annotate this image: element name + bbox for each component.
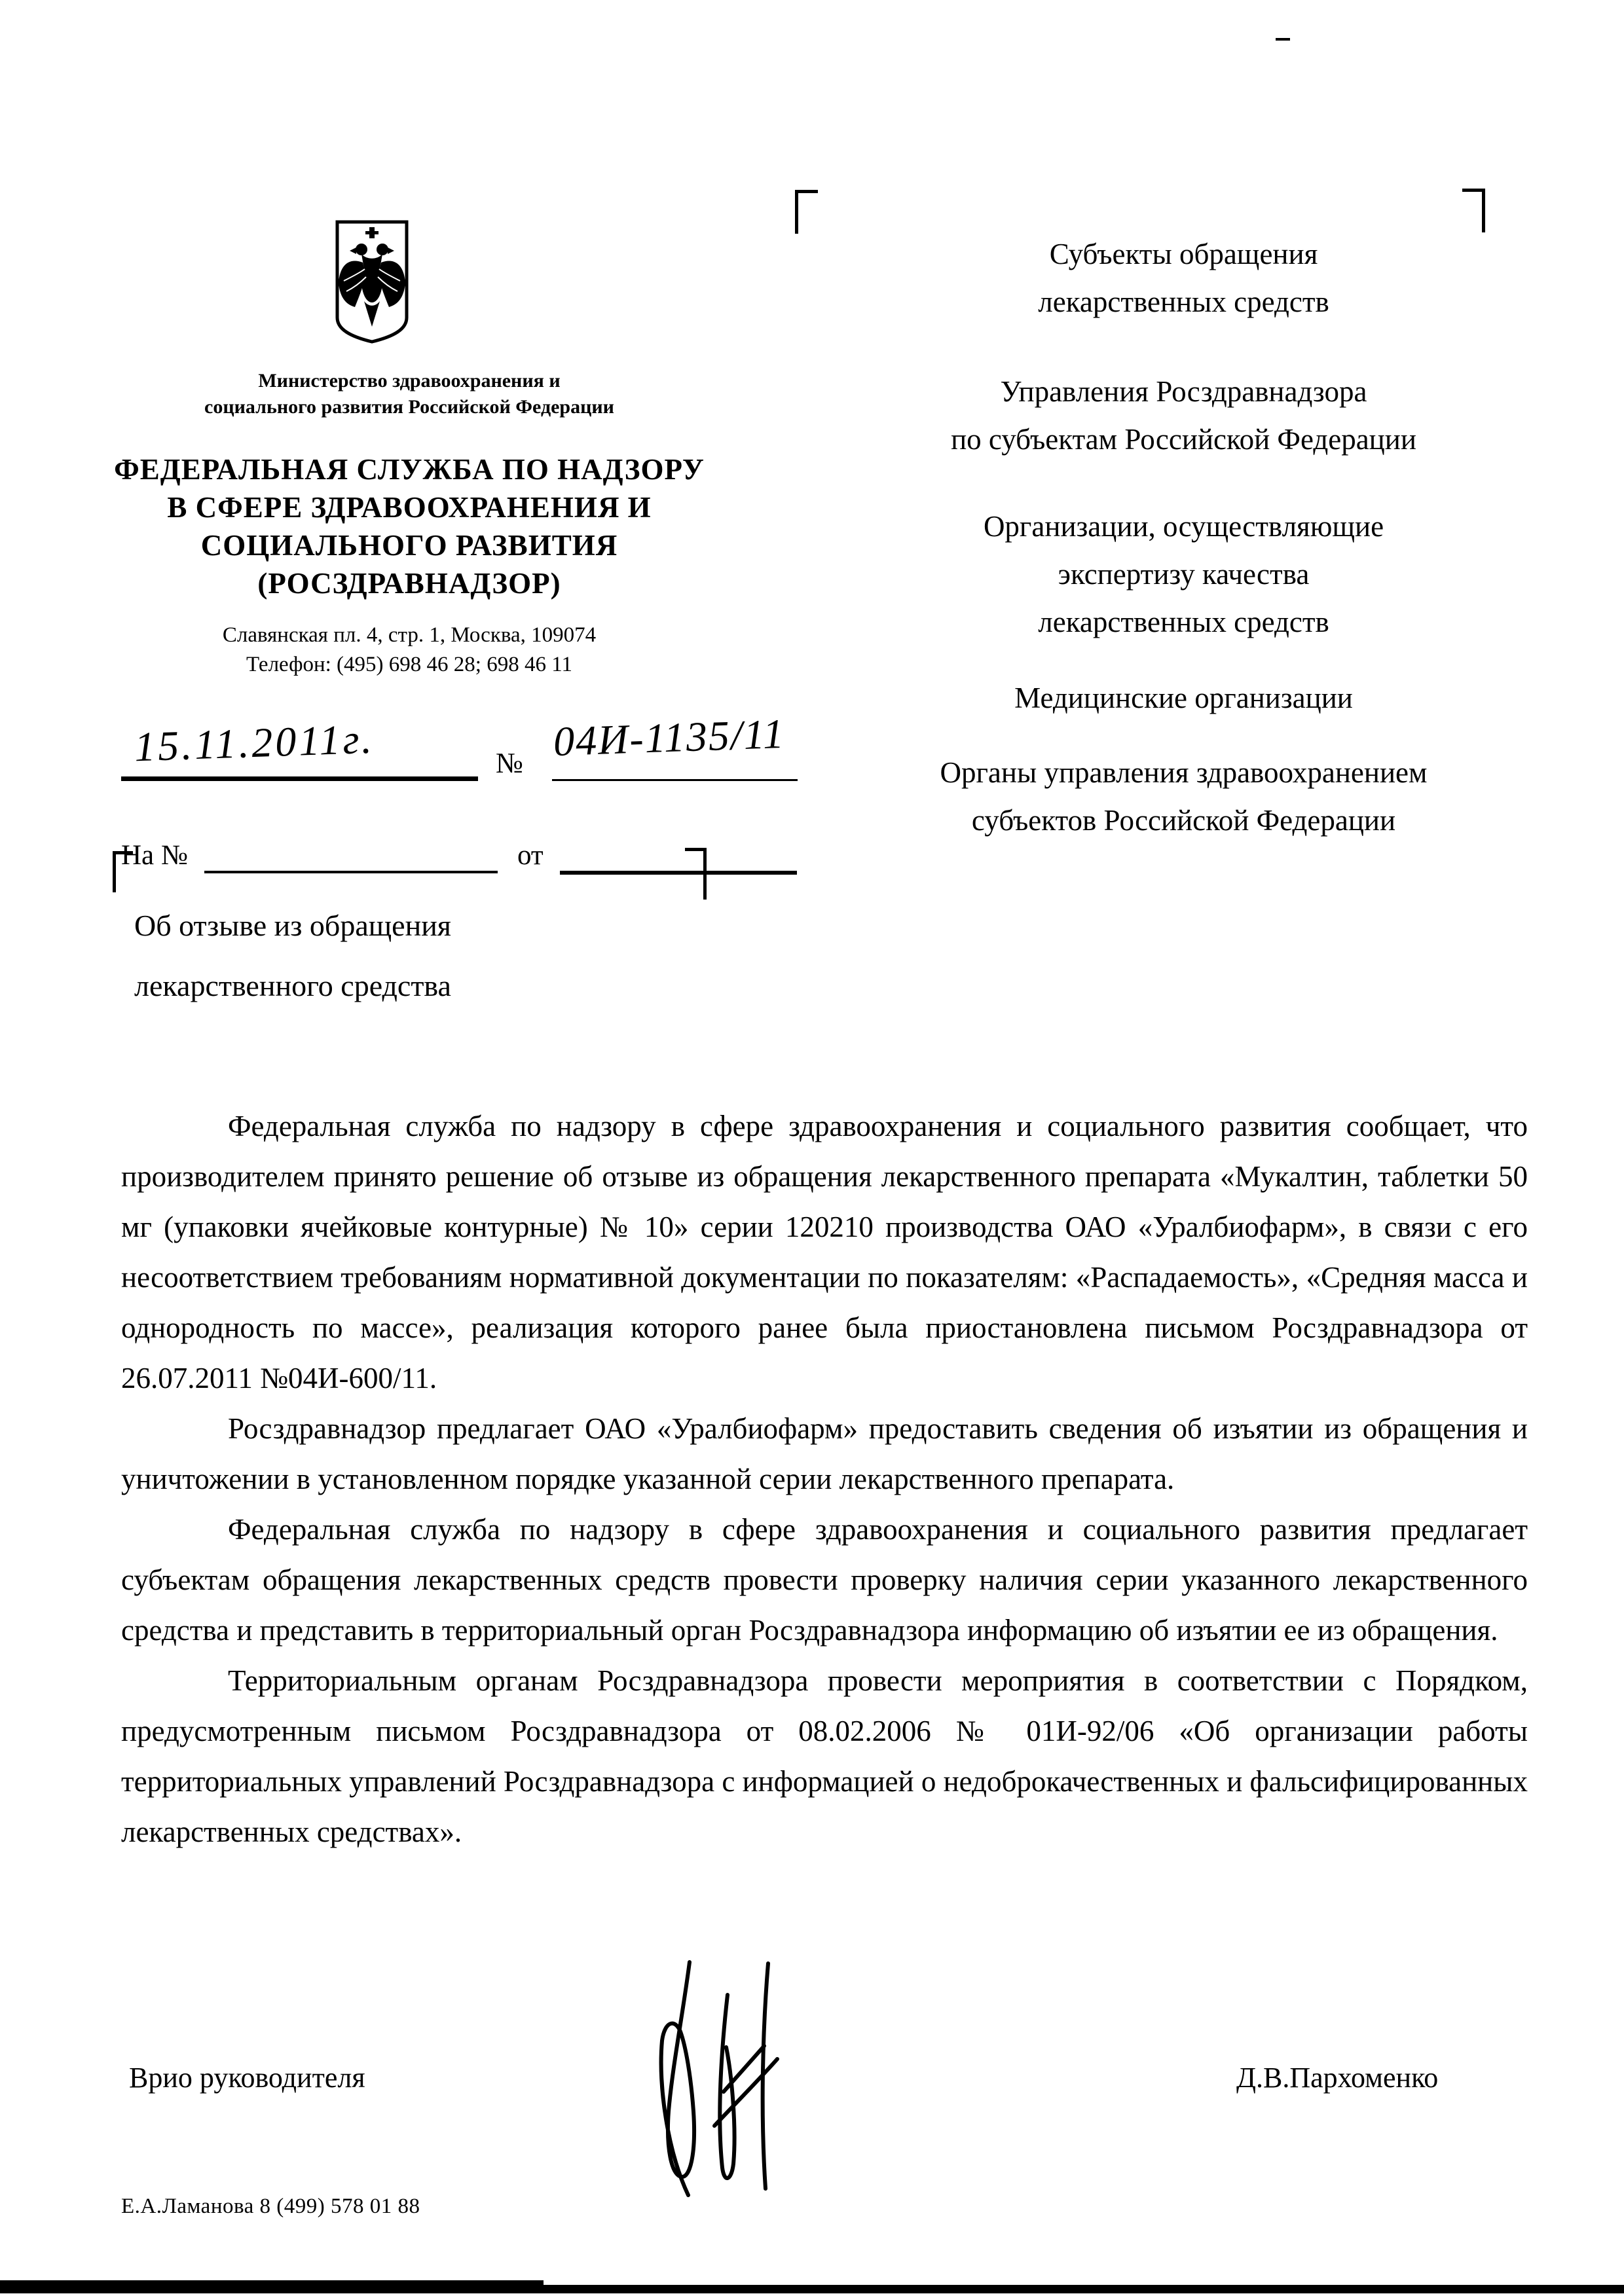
ministry-line: Министерство здравоохранения и: [258, 370, 561, 392]
service-line: В СФЕРЕ ЗДРАВООХРАНЕНИЯ И: [167, 491, 652, 524]
coat-of-arms-icon: [332, 218, 412, 344]
service-address: Славянская пл. 4, стр. 1, Москва, 109074: [222, 623, 597, 647]
service-line: ФЕДЕРАЛЬНАЯ СЛУЖБА ПО НАДЗОРУ: [114, 453, 705, 486]
reply-number-blank-line: [204, 871, 498, 873]
recipient-line: по субъектам Российской Федерации: [951, 423, 1416, 456]
body-paragraph: Федеральная служба по надзору в сфере здравоохранения и социального развития сообщает, что производителем принято решение об отзыве из обращения лекарственного препарата «Мукалтин, таблетки 50 мг (упаковки ячейковые контурные) № 10» серии 120210 производства ОАО «Уралбиофарм», в связи с его несоответствием требованиям нормативной документации по показателям: «Распадаемость», «Средняя масса и однородность по массе», реализация которого ранее была приостановлена письмом Росздравнадзора от 26.07.2011 №04И-600/11.: [121, 1110, 1528, 1394]
subject-line: лекарственного средства: [134, 969, 451, 1002]
letter-subject: [134, 896, 724, 1016]
recipient-item: [828, 368, 1539, 464]
body-paragraph: Территориальным органам Росздравнадзора провести мероприятия в соответствии с Порядком, предусмотренным письмом Росздравнадзора от 08.02.2006 № 01И-92/06 «Об организации работы территориальных управлений Росздравнадзора с информацией о недоброкачественных и фальсифицированных лекарственных средствах».: [121, 1664, 1528, 1848]
corner-mark-recipients-left: [795, 190, 818, 234]
scan-artifact-bar: [0, 2285, 1624, 2293]
corner-mark-recipients-right: [1462, 189, 1485, 232]
letter-number-handwritten: 04И-1135/11: [552, 710, 786, 765]
letter-number-sign: №: [496, 747, 523, 779]
executor-contact: Е.А.Ламанова 8 (499) 578 01 88: [121, 2195, 420, 2218]
ministry-name: [98, 368, 720, 420]
signer-title: Врио руководителя: [129, 2062, 365, 2094]
service-line: (РОСЗДРАВНАДЗОР): [257, 567, 561, 600]
service-phone: Телефон: (495) 698 46 28; 698 46 11: [246, 653, 572, 676]
recipient-item: [828, 674, 1539, 722]
recipient-line: лекарственных средств: [1038, 606, 1329, 638]
recipient-item: [828, 749, 1539, 845]
corner-mark-subject-left: [113, 851, 133, 892]
scan-dash-artifact: [1276, 38, 1290, 41]
corner-mark-subject-right: [685, 848, 707, 900]
letter-date-handwritten: 15.11.2011г.: [133, 715, 375, 771]
recipient-line: Управления Росздравнадзора: [1000, 375, 1367, 408]
reply-date-label: от: [517, 840, 544, 871]
number-underline: [552, 779, 798, 781]
service-line: СОЦИАЛЬНОГО РАЗВИТИЯ: [200, 529, 618, 562]
ministry-line: социального развития Российской Федерации: [204, 396, 614, 418]
recipient-line: Субъекты обращения: [1049, 238, 1318, 270]
recipient-line: Медицинские организации: [1014, 682, 1353, 714]
date-underline: [121, 776, 478, 781]
letter-body: [121, 1101, 1528, 1857]
recipient-line: Органы управления здравоохранением: [940, 756, 1428, 789]
recipient-line: Организации, осуществляющие: [983, 510, 1384, 543]
recipient-item: [828, 503, 1539, 646]
signer-name: Д.В.Пархоменко: [1236, 2062, 1439, 2094]
body-paragraph: Росздравнадзор предлагает ОАО «Уралбиофарм» предоставить сведения об изъятии из обращения и уничтожении в установленном порядке указанной серии лекарственного препарата.: [121, 1412, 1528, 1495]
reply-number-label: На №: [121, 840, 188, 871]
body-paragraph: Федеральная служба по надзору в сфере здравоохранения и социального развития предлагает субъектам обращения лекарственных средств провести проверку наличия серии указанного лекарственного средства и представить в территориальный орган Росздравнадзора информацию об изъятии ее из обращения.: [121, 1513, 1528, 1647]
service-name: [92, 450, 727, 602]
recipient-item: [828, 230, 1539, 326]
recipient-line: субъектов Российской Федерации: [971, 804, 1396, 837]
reply-date-blank-line: [560, 871, 797, 875]
recipient-line: лекарственных средств: [1038, 285, 1329, 318]
recipient-line: экспертизу качества: [1058, 558, 1310, 591]
signature-autograph-icon: [625, 1954, 815, 2206]
service-contacts: [98, 621, 720, 680]
subject-line: Об отзыве из обращения: [134, 909, 451, 942]
